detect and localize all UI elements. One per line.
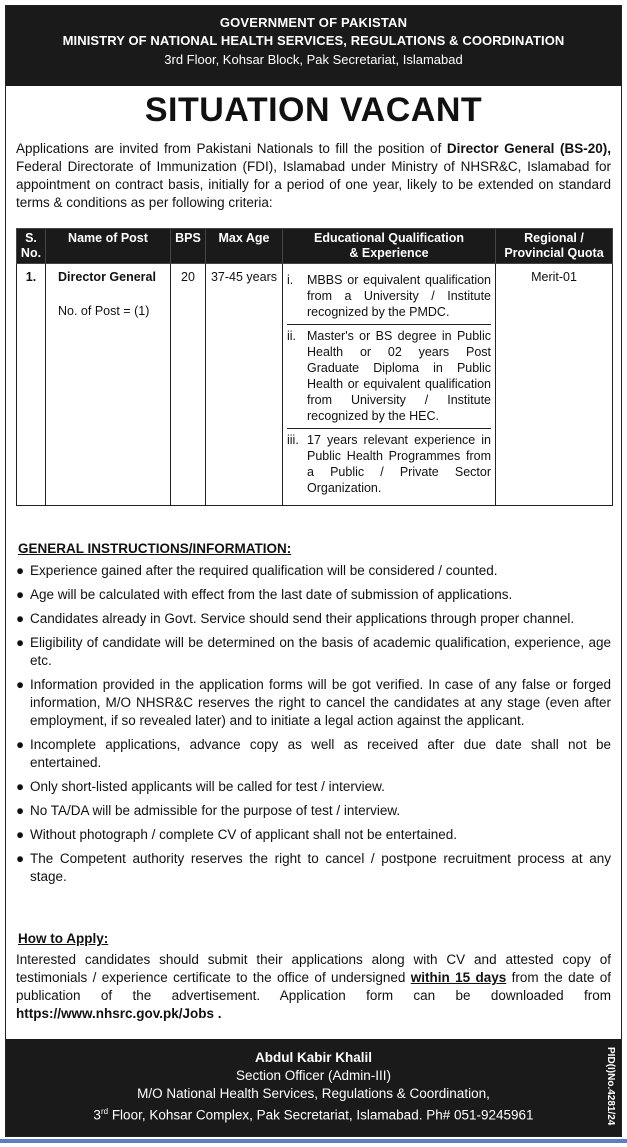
footer-banner <box>6 1039 621 1136</box>
jobs-link[interactable]: https://www.nhsrc.gov.pk/Jobs . <box>16 1006 222 1021</box>
officer-name: Abdul Kabir Khalil <box>254 1050 372 1065</box>
header-post: Name of Post <box>46 229 171 264</box>
list-item: ● No TA/DA will be admissible for the purpose of test / interview. <box>16 803 401 818</box>
header-age: Max Age <box>206 229 283 264</box>
ministry-address: 3rd Floor, Kohsar Block, Pak Secretariat, Islamabad <box>164 52 463 67</box>
intro-paragraph <box>16 140 611 212</box>
list-item: ● Age will be calculated with effect from the last date of submission of applications. <box>16 587 513 602</box>
row-sno: 1. <box>17 264 46 506</box>
list-item: ● The Competent authority reserves the right to cancel / postpone recruitment process at any stage. <box>16 851 611 884</box>
list-item: ● Only short-listed applicants will be called for test / interview. <box>16 779 385 794</box>
bullet-icon: ● <box>16 827 25 842</box>
list-item: ● Candidates already in Govt. Service should send their applications through proper channel. <box>16 611 575 626</box>
row-age: 37-45 years <box>206 264 283 506</box>
row-qualification <box>283 264 496 506</box>
row-bps: 20 <box>171 264 206 506</box>
intro-text-1: Applications are invited from Pakistani Nationals to fill the position of <box>16 141 447 156</box>
header-banner <box>6 6 621 86</box>
page-title: SITUATION VACANT <box>144 91 483 129</box>
government-name: GOVERNMENT OF PAKISTAN <box>219 15 408 30</box>
list-item: ● Without photograph / complete CV of applicant shall not be entertained. <box>16 827 458 842</box>
deadline: within 15 days <box>410 970 507 985</box>
bullet-icon: ● <box>16 611 25 626</box>
list-item: ● Experience gained after the required qualification will be considered / counted. <box>16 563 498 578</box>
list-item: ● Eligibility of candidate will be determined on the basis of academic qualification, experience, age etc. <box>16 635 611 668</box>
instructions-title: GENERAL INSTRUCTIONS/INFORMATION: <box>18 541 292 556</box>
header-bps: BPS <box>171 229 206 264</box>
advertisement <box>5 5 622 1137</box>
bullet-icon: ● <box>16 779 25 794</box>
bullet-icon: ● <box>16 851 25 866</box>
intro-position: Director General (BS-20), <box>446 141 611 156</box>
officer-ministry: M/O National Health Services, Regulations & Coordination, <box>137 1086 490 1101</box>
row-quota: Merit-01 <box>496 264 613 506</box>
bullet-icon: ● <box>16 587 25 602</box>
bullet-icon: ● <box>16 737 25 752</box>
instructions-list <box>16 562 611 892</box>
bottom-border <box>0 1139 627 1143</box>
pid-number: PID(I)No.4281/24 <box>605 1047 616 1126</box>
list-item: ● Incomplete applications, advance copy as well as received after due date shall not be entertained. <box>16 737 611 770</box>
header-quota: Regional / Provincial Quota <box>496 229 613 264</box>
intro-text-2: Federal Directorate of Immunization (FDI), Islamabad under Ministry of NHSR&C, Islamabad for appointment on contract basis, initially for a period of one year, likely to be extended on standard terms & conditions as per following criteria: <box>16 159 611 210</box>
apply-title: How to Apply: <box>18 931 109 946</box>
bullet-icon: ● <box>16 803 25 818</box>
apply-paragraph: Interested candidates should submit their applications along with CV and attested copy of testimonials / experience certificate to the office of undersigned within 15 days from the date of publication of the advertisement. Application form can be downloaded from https://www.nhsrc.gov.pk/Jobs . <box>16 952 612 1021</box>
row-post <box>46 264 171 506</box>
posts-table <box>16 228 613 506</box>
officer-designation: Section Officer (Admin-III) <box>235 1068 392 1083</box>
qualification-item: i. MBBS or equivalent qualification from a University / Institute recognized by the PMDC. <box>287 269 491 325</box>
qualification-item: ii. Master's or BS degree in Public Health or 02 years Post Graduate Diploma in Public Health or equivalent qualification from University / Institute recognized by the HEC. <box>287 325 491 429</box>
list-item: ● Information provided in the application forms will be got verified. In case of any false or forged information, M/O NHSR&C reserves the right to cancel the candidates at any stage (even after employment, if so revealed later) and to initiate a legal action against the applicant. <box>16 677 611 728</box>
bullet-icon: ● <box>16 563 25 578</box>
posts-count: No. of Post = (1) <box>58 304 150 318</box>
qualification-item: iii. 17 years relevant experience in Public Health Programmes from a Public / Private Sector Organization. <box>287 433 491 495</box>
bullet-icon: ● <box>16 677 25 692</box>
officer-address: 3rd Floor, Kohsar Complex, Pak Secretariat, Islamabad. Ph# 051-9245961 <box>93 1107 534 1123</box>
post-name: Director General <box>58 270 156 284</box>
header-qualification: Educational Qualification & Experience <box>283 229 496 264</box>
ministry-name: MINISTRY OF NATIONAL HEALTH SERVICES, REGULATIONS & COORDINATION <box>62 33 565 48</box>
header-sno: S. No. <box>17 229 46 264</box>
bullet-icon: ● <box>16 635 25 650</box>
table-row <box>17 264 613 506</box>
